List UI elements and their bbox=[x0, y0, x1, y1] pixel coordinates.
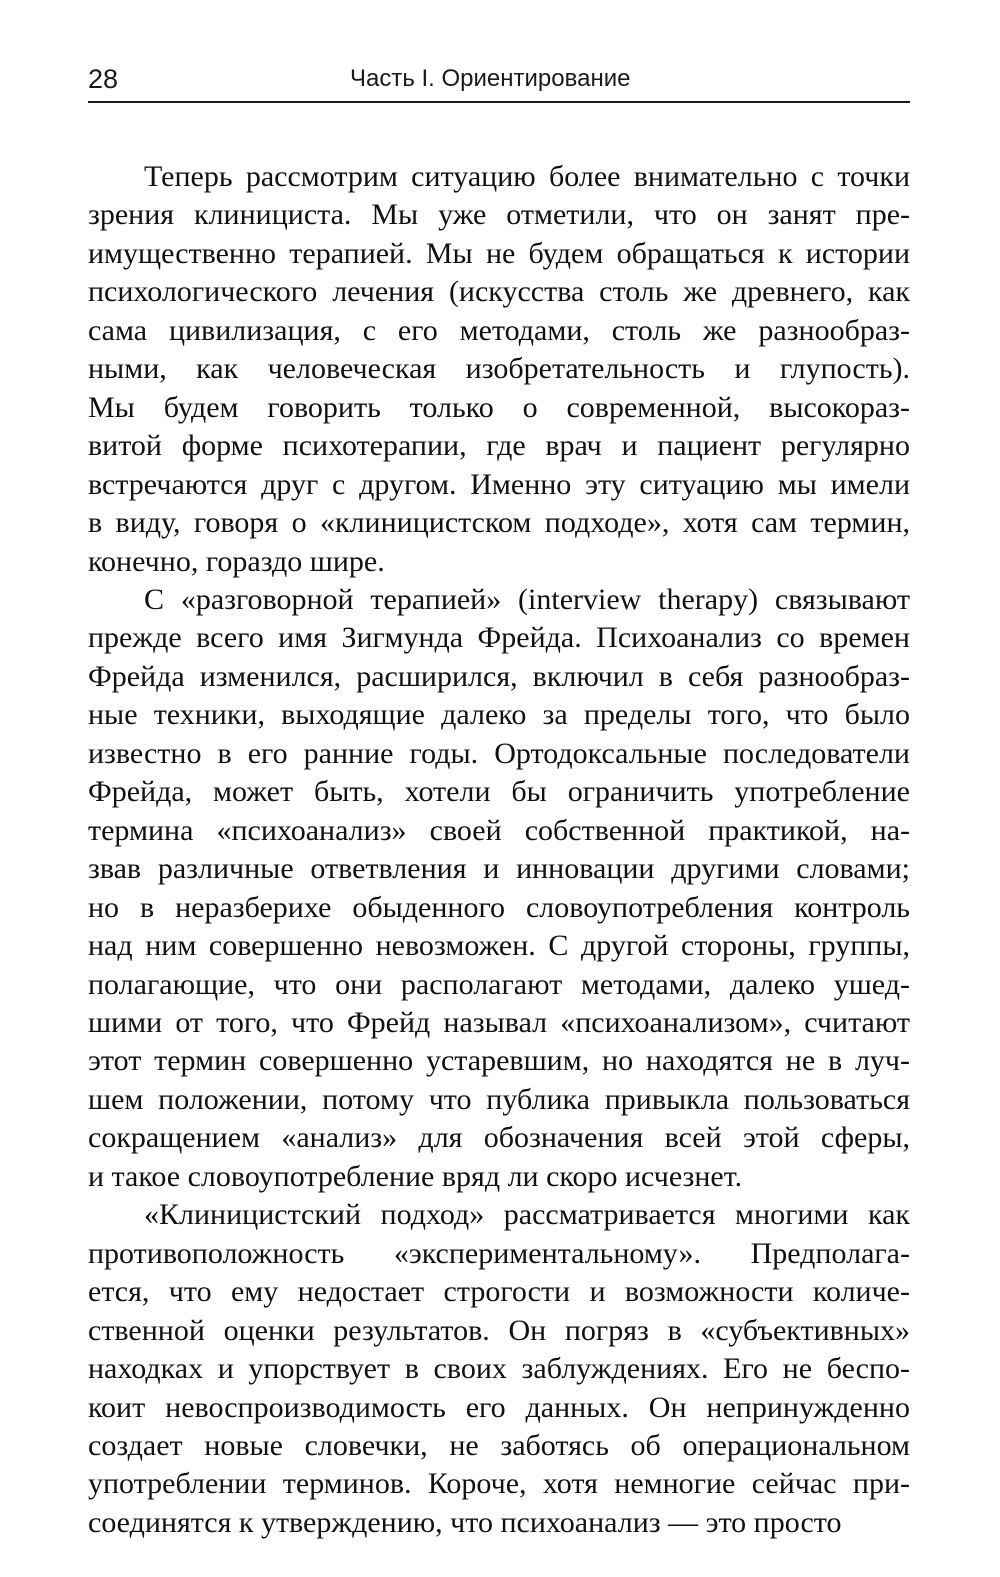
text-line: но в неразберихе обыденного словоупотребления контроль bbox=[88, 890, 910, 924]
paragraph bbox=[88, 1196, 910, 1542]
text-line: и такое словоупотребление вряд ли скоро исчезнет. bbox=[88, 1159, 743, 1193]
text-line: шими от того, что Фрейд называл «психоанализом», считают bbox=[88, 1005, 910, 1039]
text-line: психологического лечения (искусства столь же древнего, как bbox=[88, 275, 910, 309]
text-line: С «разговорной терапией» (interview therapy) связывают bbox=[144, 582, 910, 616]
text-line: Мы будем говорить только о современной, высокораз- bbox=[88, 390, 910, 424]
text-line: ственной оценки результатов. Он погряз в «субъективных» bbox=[88, 1313, 910, 1347]
header-rule bbox=[88, 101, 910, 103]
text-line: встречаются друг с другом. Именно эту ситуацию мы имели bbox=[88, 467, 910, 501]
text-line: сама цивилизация, с его методами, столь же разнообраз- bbox=[88, 313, 910, 347]
running-header bbox=[88, 62, 910, 102]
text-line: противоположность «экспериментальному». Предполага- bbox=[88, 1236, 910, 1270]
text-line: создает новые словечки, не заботясь об операциональном bbox=[88, 1428, 910, 1462]
text-line: полагающие, что они располагают методами, далеко ушед- bbox=[88, 967, 910, 1001]
text-line: Фрейда изменился, расширился, включил в себя разнообраз- bbox=[88, 659, 910, 693]
text-line: соединятся к утверждению, что психоанализ — это просто bbox=[88, 1505, 842, 1539]
paragraph bbox=[88, 158, 910, 581]
text-line: в виду, говоря о «клиницистском подходе», хотя сам термин, bbox=[88, 506, 910, 540]
text-line: коит невоспроизводимость его данных. Он непринужденно bbox=[88, 1390, 910, 1424]
running-title: Часть I. Ориентирование bbox=[350, 65, 631, 92]
text-line: прежде всего имя Зигмунда Фрейда. Психоанализ со времен bbox=[88, 621, 910, 655]
text-line: имущественно терапией. Мы не будем обращаться к истории bbox=[88, 236, 910, 270]
page-number: 28 bbox=[88, 64, 119, 94]
text-line: Фрейда, может быть, хотели бы ограничить употребление bbox=[88, 775, 910, 809]
text-line: Теперь рассмотрим ситуацию более внимательно с точки bbox=[144, 160, 910, 193]
text-line: шем положении, потому что публика привыкла пользоваться bbox=[88, 1082, 910, 1116]
text-line: находках и упорствует в своих заблуждениях. Его не беспо- bbox=[88, 1352, 910, 1386]
text-line: ными, как человеческая изобретательность и глупость). bbox=[88, 352, 910, 386]
text-line: над ним совершенно невозможен. С другой стороны, группы, bbox=[88, 929, 910, 963]
text-line: термина «психоанализ» своей собственной практикой, на- bbox=[88, 813, 910, 847]
text-line: зрения клинициста. Мы уже отметили, что он занят пре- bbox=[88, 198, 910, 232]
text-line: сокращением «анализ» для обозначения всей этой сферы, bbox=[88, 1121, 910, 1155]
text-line: употреблении терминов. Короче, хотя немногие сейчас при- bbox=[88, 1467, 910, 1501]
body-text bbox=[88, 158, 910, 1542]
text-line: этот термин совершенно устаревшим, но находятся не в луч- bbox=[88, 1044, 910, 1078]
text-line: ется, что ему недостает строгости и возможности количе- bbox=[88, 1275, 910, 1309]
paragraph bbox=[88, 581, 910, 1196]
text-line: витой форме психотерапии, где врач и пациент регулярно bbox=[88, 429, 910, 463]
text-line: известно в его ранние годы. Ортодоксальные последователи bbox=[88, 736, 910, 770]
text-line: конечно, гораздо шире. bbox=[88, 544, 385, 578]
text-line: «Клиницистский подход» рассматривается многими как bbox=[144, 1198, 910, 1232]
text-line: звав различные ответвления и инновации другими словами; bbox=[88, 852, 910, 886]
text-line: ные техники, выходящие далеко за пределы того, что было bbox=[88, 698, 910, 732]
